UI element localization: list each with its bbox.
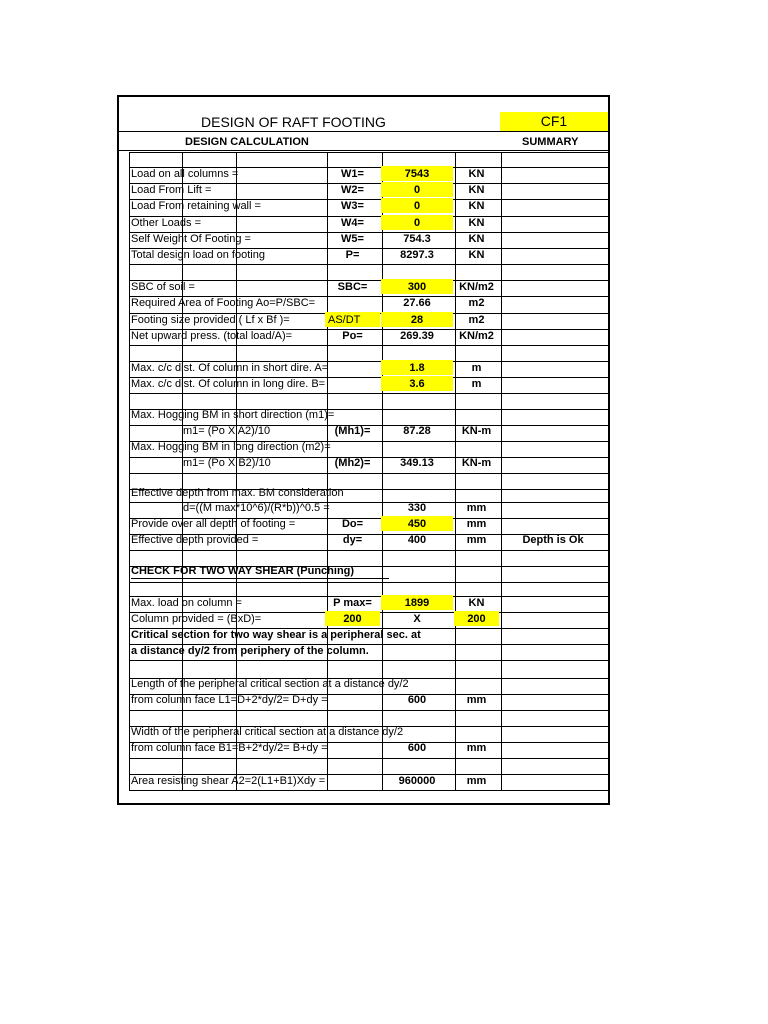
eff-desc: Effective depth from max. BM consideration — [131, 487, 344, 499]
pmax-val: 1899 — [404, 597, 430, 609]
w5-sym: W5= — [341, 233, 364, 245]
m2-sym: (Mh2)= — [334, 457, 371, 469]
a-unit: m — [471, 362, 482, 374]
grid-row-line — [129, 473, 608, 474]
w1-val: 7543 — [404, 168, 430, 180]
p-desc: Total design load on footing — [131, 249, 265, 261]
sbc-sym: SBC= — [337, 281, 368, 293]
w4-sym: W4= — [341, 217, 364, 229]
footing-code: CF1 — [500, 112, 608, 131]
m1-desc: Max. Hogging BM in short direction (m1)= — [131, 409, 335, 421]
w2-sym: W2= — [341, 184, 364, 196]
col-b: 200 — [343, 613, 362, 625]
l1-val: 600 — [407, 694, 427, 706]
dy-sym: dy= — [342, 534, 363, 546]
l1-line2: from column face L1=D+2*dy/2= D+dy = — [131, 694, 328, 706]
m1-val: 87.28 — [403, 425, 431, 437]
do-unit: mm — [466, 518, 487, 530]
do-sym: Do= — [341, 518, 364, 530]
pmax-unit: KN — [468, 597, 485, 609]
p-unit: KN — [468, 249, 485, 261]
m1-unit: KN-m — [461, 425, 492, 437]
a2-unit: mm — [466, 775, 487, 787]
dy-val: 400 — [407, 534, 427, 546]
d-unit: mm — [466, 502, 487, 514]
sheet-title: DESIGN OF RAFT FOOTING — [201, 114, 386, 130]
a2-val: 960000 — [398, 775, 436, 787]
w1-sym: W1= — [341, 168, 364, 180]
pmax-sym: P max= — [333, 597, 372, 609]
w5-val: 754.3 — [403, 233, 431, 245]
w3-desc: Load From retaining wall = — [131, 200, 261, 212]
do-val: 450 — [407, 518, 427, 530]
shear-heading-underline — [131, 578, 389, 579]
title-band — [119, 97, 608, 132]
w5-desc: Self Weight Of Footing = — [131, 233, 251, 245]
d-formula: d=((M max*10^6)/(R*b))^0.5 = — [183, 502, 330, 514]
a2-desc: Area resisting shear A2=2(L1+B1)Xdy = — [131, 775, 326, 787]
depth-summary: Depth is Ok — [522, 534, 584, 546]
po-desc: Net upward press. (total load/A)= — [131, 330, 293, 342]
grid-row-line — [129, 152, 608, 153]
b1-line2: from column face B1=B+2*dy/2= B+dy = — [131, 742, 328, 754]
sbc-desc: SBC of soil = — [131, 281, 195, 293]
do-desc: Provide over all depth of footing = — [131, 518, 296, 530]
m2-formula: m1= (Po X B2)/10 — [183, 457, 271, 469]
l1-line1: Length of the peripheral critical section at a distance dy/2 — [131, 678, 409, 690]
summary-heading: SUMMARY — [522, 136, 579, 148]
size-val: 28 — [410, 314, 424, 326]
size-desc: Footing size provided ( Lf x Bf )= — [131, 314, 290, 326]
b-desc: Max. c/c dist. Of column in long dire. B= — [131, 378, 326, 390]
grid-column-line — [501, 152, 502, 790]
w1-desc: Load on all columns = — [131, 168, 239, 180]
sbc-val: 300 — [407, 281, 427, 293]
size-sym: AS/DT — [328, 314, 361, 326]
w3-unit: KN — [468, 200, 485, 212]
p-sym: P= — [345, 249, 360, 261]
m2-desc: Max. Hogging BM in long direction (m2)= — [131, 441, 331, 453]
w2-unit: KN — [468, 184, 485, 196]
crit-line2: a distance dy/2 from periphery of the column. — [131, 645, 369, 657]
ao-unit: m2 — [468, 297, 485, 309]
w3-val: 0 — [413, 200, 421, 212]
po-unit: KN/m2 — [459, 330, 494, 342]
ao-val: 27.66 — [403, 297, 431, 309]
pmax-desc: Max. load on column = — [131, 597, 242, 609]
grid-row-line — [129, 393, 608, 394]
grid-row-line — [129, 345, 608, 346]
col-d: 200 — [467, 613, 486, 625]
b1-val: 600 — [407, 742, 427, 754]
grid-row-line — [129, 660, 608, 661]
b-val: 3.6 — [409, 378, 425, 390]
b-unit: m — [471, 378, 482, 390]
w4-val: 0 — [413, 217, 421, 229]
design-calculation-heading: DESIGN CALCULATION — [185, 136, 309, 148]
sbc-unit: KN/m2 — [459, 281, 494, 293]
crit-line1: Critical section for two way shear is a peripheral sec. at — [131, 629, 421, 641]
a-desc: Max. c/c dist. Of column in short dire. A= — [131, 362, 329, 374]
grid-row-line — [129, 710, 608, 711]
w4-unit: KN — [468, 217, 485, 229]
grid-row-line — [129, 264, 608, 265]
w2-val: 0 — [413, 184, 421, 196]
m1-sym: (Mh1)= — [334, 425, 371, 437]
po-sym: Po= — [342, 330, 363, 342]
m2-unit: KN-m — [461, 457, 492, 469]
w3-sym: W3= — [341, 200, 364, 212]
dy-unit: mm — [466, 534, 487, 546]
col-desc: Column provided = (BxD)= — [131, 613, 262, 625]
d-val: 330 — [407, 502, 427, 514]
po-val: 269.39 — [400, 330, 434, 342]
ao-desc: Required Area of Footing Ao=P/SBC= — [131, 297, 316, 309]
w1-unit: KN — [468, 168, 485, 180]
w4-desc: Other Loads = — [131, 217, 202, 229]
col-x: X — [413, 613, 421, 625]
b1-unit: mm — [466, 742, 487, 754]
m2-val: 349.13 — [400, 457, 434, 469]
shear-heading: CHECK FOR TWO WAY SHEAR (Punching) — [131, 565, 355, 577]
l1-unit: mm — [466, 694, 487, 706]
b1-line1: Width of the peripheral critical section at a distance dy/2 — [131, 726, 404, 738]
w5-unit: KN — [468, 233, 485, 245]
grid-row-line — [129, 582, 608, 583]
subtitle-band — [119, 133, 608, 151]
grid-row-line — [129, 790, 608, 791]
w2-desc: Load From Lift = — [131, 184, 212, 196]
a-val: 1.8 — [409, 362, 425, 374]
dy-desc: Effective depth provided = — [131, 534, 259, 546]
m1-formula: m1= (Po X A2)/10 — [183, 425, 271, 437]
p-val: 8297.3 — [400, 249, 434, 261]
grid-row-line — [129, 758, 608, 759]
grid-row-line — [129, 550, 608, 551]
grid-column-line — [129, 152, 130, 790]
size-unit: m2 — [468, 314, 485, 326]
